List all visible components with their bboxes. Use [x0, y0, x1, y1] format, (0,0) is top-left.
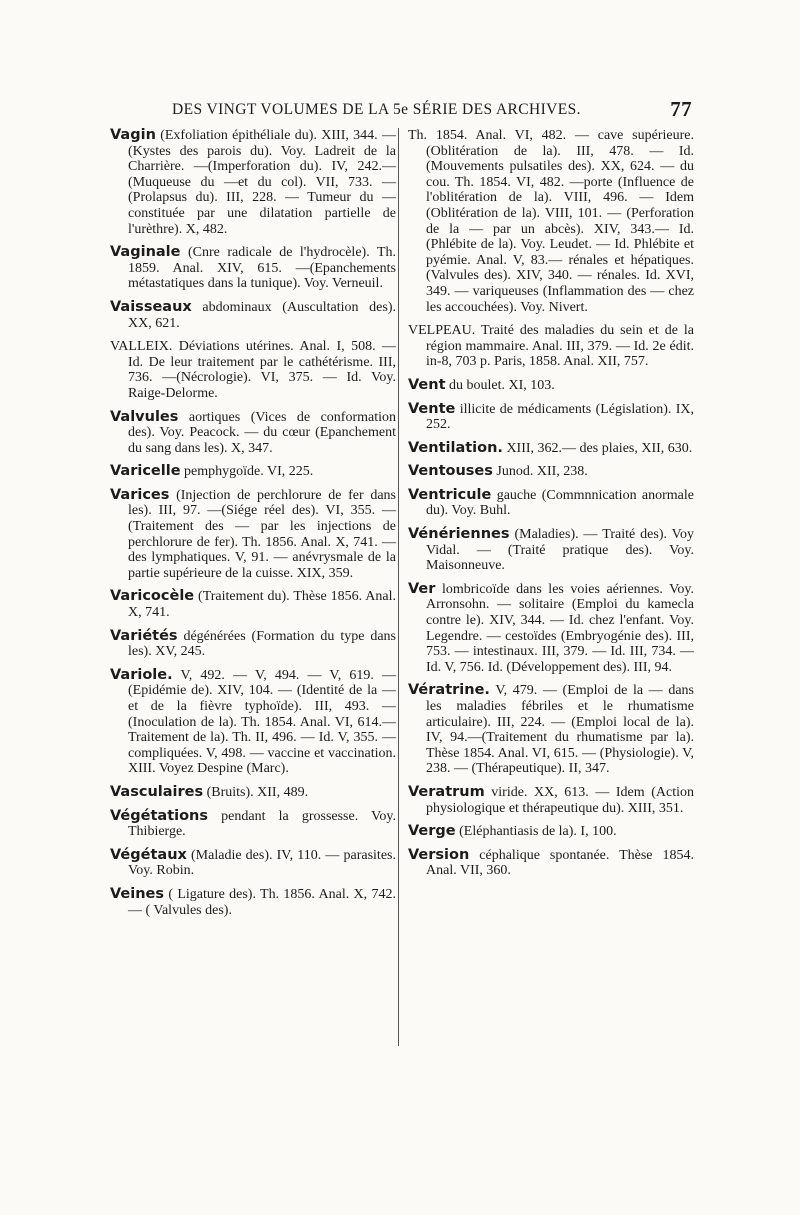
index-entry	[110, 488, 396, 582]
index-entry	[408, 683, 694, 777]
entry-headword: Vénériennes	[408, 526, 510, 543]
entry-headword: Varicelle	[110, 463, 181, 480]
entry-headword: Variétés	[110, 627, 178, 644]
index-entry	[408, 848, 694, 879]
entry-headword: Ventilation.	[408, 439, 503, 456]
index-entry	[408, 824, 694, 840]
index-entry	[408, 378, 694, 394]
entry-headword: Végétaux	[110, 846, 187, 863]
entry-text: ( Ligature des). Th. 1856. Anal. X, 742. — ( Valvules des).	[128, 886, 396, 918]
column-divider	[398, 128, 399, 1046]
entry-headword: Version	[408, 846, 470, 863]
entry-text: (Eléphantiasis de la). I, 100.	[455, 824, 617, 840]
entry-text: céphalique spontanée. Thèse 1854. Anal. VII, 360.	[426, 847, 694, 879]
index-entry	[408, 128, 694, 315]
entry-text: dégénérées (Formation du type dans les). XV, 245.	[128, 628, 396, 660]
entry-headword: Vaisseaux	[110, 298, 192, 315]
entry-text: Traité des maladies du sein et de la région mammaire. Anal. III, 379. — Id. 2e édit. in-8, 703 p. Paris, 1858. Anal. XII, 757.	[426, 323, 694, 370]
index-entry	[408, 527, 694, 574]
index-entry	[408, 441, 694, 457]
index-entry	[110, 245, 396, 292]
entry-text: (Traitement du). Thèse 1856. Anal. X, 741.	[128, 589, 396, 621]
entry-text: pemphygoïde. VI, 225.	[180, 464, 314, 480]
entry-text: abdominaux (Auscultation des). XX, 621.	[128, 299, 396, 331]
entry-headword: Ventouses	[408, 463, 493, 480]
index-entry	[110, 887, 396, 918]
header-title: DES VINGT VOLUMES DE LA 5e SÉRIE DES ARCHIVES.	[172, 101, 581, 118]
index-entry	[408, 488, 694, 519]
entry-headword: VELPEAU.	[408, 323, 476, 339]
index-entry	[110, 410, 396, 457]
entry-text: V, 492. — V, 494. — V, 619. — (Epidémie de). XIV, 104. — (Identité de la — et de la fièvre typhoïde). III, 493. —(Inoculation de la). Th. 1854. Anal. VI, 614.— Traitement de la). Th. II, 496. — Id. V, 355. — compliquées. V, 498. — vaccine et vaccination. XIII. Voyez Despine (Marc).	[128, 667, 396, 777]
entry-text: viride. XX, 613. — Idem (Action physiologique et thérapeutique du). XIII, 351.	[426, 784, 694, 816]
entry-headword: VALLEIX.	[110, 339, 173, 355]
index-entry	[110, 809, 396, 840]
entry-text: pendant la grossesse. Voy. Thibierge.	[128, 808, 396, 840]
index-entry	[408, 323, 694, 370]
entry-headword: Variole.	[110, 666, 173, 683]
index-entry	[110, 668, 396, 777]
entry-headword: Végétations	[110, 807, 209, 824]
entry-text: du boulet. XI, 103.	[445, 377, 555, 393]
entry-headword: Vent	[408, 376, 446, 393]
entry-text: (Cnre radicale de l'hydrocèle). Th. 1859. Anal. XIV, 615. —(Epanchements métastatiques dans la tunique). Voy. Verneuil.	[128, 245, 396, 292]
index-entry	[408, 582, 694, 676]
entry-text: Th. 1854. Anal. VI, 482. — cave supérieure. (Oblitération de la). III, 478. — Id. (Mouvements pulsatiles des). XX, 624. — du cou. Th. 1854. VI, 482. —porte (Influence de l'oblitération de la). VIII, 496. — Idem (Oblitération de la). VIII, 101. — (Perforation de la — par un abcès). XIV, 343.— Id. (Phlébite de la). Voy. Leudet. — Id. Phlébite et pyémie. Anal. V, 83.— rénales et hépatiques. (Valvules des). XIV, 340. — rénales. Id. XVI, 349. — variqueuses (Inflammation des — chez les accouchées). Voy. Nivert.	[408, 128, 694, 315]
entry-headword: Valvules	[110, 408, 179, 425]
entry-text: (Exfoliation épithéliale du). XIII, 344. —(Kystes des parois du). Voy. Ladreit de la Charrière. —(Imperforation du). IV, 242.— (Muqueuse du —et du col). VII, 733. — (Prolapsus du). III, 228. — Tumeur du — constituée par une dilatation partielle de l'urèthre). X, 482.	[128, 128, 396, 237]
index-entry	[110, 848, 396, 879]
entry-text: (Injection de perchlorure de fer dans les). III, 97. —(Siége réel des). VI, 355. — (Traitement des — par les injections de perchlorure de fer). Th. 1856. Anal. X, 741. — des lymphatiques. V, 91. — anévrysmale de la partie supérieure de la cuisse. XIX, 359.	[128, 487, 396, 581]
index-entry	[110, 785, 396, 801]
entry-text: gauche (Commnnication anormale du). Voy. Buhl.	[426, 487, 694, 519]
page-number: 77	[670, 97, 692, 121]
entry-headword: Ventricule	[408, 486, 492, 503]
entry-headword: Veratrum	[408, 783, 485, 800]
entry-headword: Vente	[408, 400, 456, 417]
entry-text: Déviations utérines. Anal. I, 508. — Id. De leur traitement par le cathétérisme. III, 736. —(Nécrologie). VI, 375. — Id. Voy. Raige-Delorme.	[128, 339, 396, 401]
entry-text: illicite de médicaments (Législation). IX, 252.	[426, 401, 694, 433]
entry-text: XIII, 362.— des plaies, XII, 630.	[502, 440, 693, 456]
index-entry	[110, 629, 396, 660]
entry-text: (Maladie des). IV, 110. — parasites. Voy. Robin.	[128, 847, 396, 879]
entry-text: (Bruits). XII, 489.	[203, 784, 309, 800]
index-column-left	[110, 128, 396, 926]
index-entry	[110, 300, 396, 331]
entry-headword: Varices	[110, 486, 170, 503]
entry-text: V, 479. — (Emploi de la — dans les maladies fébriles et le rhumatisme articulaire). III, 224. — (Emploi local de la). IV, 94.—(Traitement du rhumatisme par la). Thèse 1854. Anal. VI, 615. — (Physiologie). V, 238. — (Thérapeutique). II, 347.	[426, 683, 694, 777]
entry-headword: Vagin	[110, 127, 156, 143]
entry-headword: Veines	[110, 885, 165, 902]
index-entry	[110, 589, 396, 620]
index-column-right	[408, 128, 694, 887]
entry-headword: Verge	[408, 823, 456, 840]
entry-text: lombricoïde dans les voies aériennes. Voy. Arronsohn. — solitaire (Emploi du kamecla contre le). XIV, 344. — Id. chez l'enfant. Voy. Legendre. — cestoïdes (Embryogénie des). III, 753. — intestinaux. III, 379. — Id. III, 734. — Id. V, 756. Id. (Développement des). III, 94.	[426, 581, 694, 675]
entry-text: (Maladies). — Traité des). Voy Vidal. — (Traité pratique des). Voy. Maisonneuve.	[426, 527, 694, 574]
entry-headword: Vasculaires	[110, 783, 204, 800]
index-entry	[110, 339, 396, 401]
entry-headword: Varicocèle	[110, 588, 195, 605]
entry-text: aortiques (Vices de conformation des). Voy. Peacock. — du cœur (Epanchement du sang dans les). X, 347.	[128, 409, 396, 456]
index-entry	[408, 785, 694, 816]
entry-headword: Ver	[408, 580, 436, 597]
index-entry	[110, 464, 396, 480]
index-entry	[110, 128, 396, 237]
entry-text: Junod. XII, 238.	[492, 464, 588, 480]
entry-headword: Vératrine.	[408, 682, 490, 699]
entry-headword: Vaginale	[110, 244, 181, 261]
index-entry	[408, 464, 694, 480]
index-entry	[408, 402, 694, 433]
